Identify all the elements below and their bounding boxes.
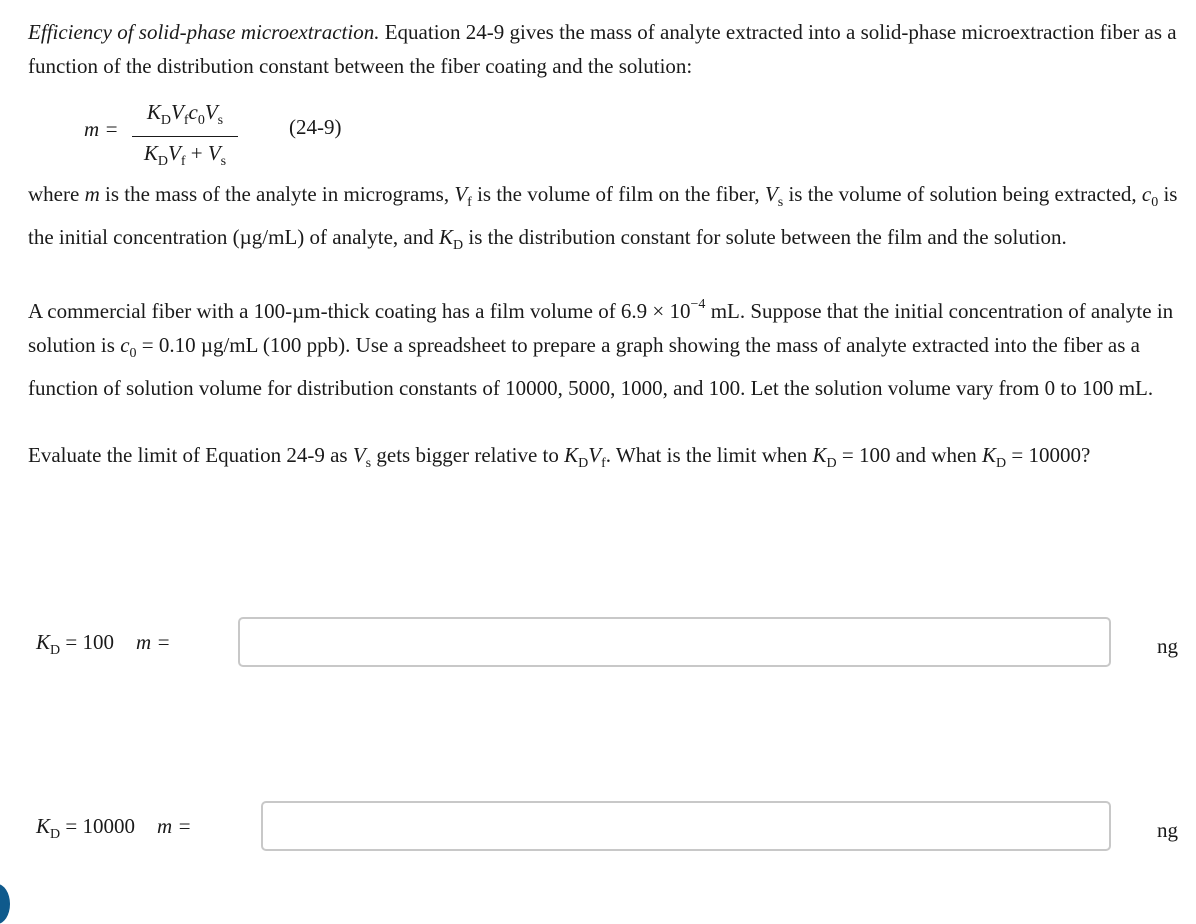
answer-row-kd-100 bbox=[0, 617, 1196, 671]
answer-row-kd-10000 bbox=[0, 801, 1196, 855]
equation-denominator: $K_DV_f + V_s$ bbox=[143, 141, 227, 170]
help-badge-icon[interactable] bbox=[0, 884, 10, 924]
equation-fraction bbox=[132, 98, 238, 176]
definitions-paragraph: where m is the mass of the analyte in micrograms, $V_f$ is the volume of film on the fiber, $V_s$ is the volume of solution being extracted, $c_0$ is the initial concentration (µg/mL) of analyte, and $K_D$ is the distribution constant for solute between the film and the solution. bbox=[28, 182, 1178, 254]
mass-input-kd-10000[interactable] bbox=[261, 801, 1111, 851]
equation-24-9 bbox=[84, 98, 384, 170]
answer-label-kd-10000: $K_D = 10000$ m = bbox=[36, 814, 192, 843]
unit-label-kd-100: ng bbox=[1157, 634, 1178, 658]
equation-lhs: m = bbox=[84, 117, 119, 141]
equation-number: (24-9) bbox=[289, 115, 342, 139]
answer-label-kd-100: $K_D = 100$ m = bbox=[36, 630, 171, 659]
limit-paragraph: Evaluate the limit of Equation 24-9 as $V_s$ gets bigger relative to $K_DV_f$. What is the limit when $K_D = 100$ and when $K_D = 10000$? bbox=[28, 443, 1091, 472]
fraction-bar bbox=[132, 136, 238, 137]
intro-paragraph bbox=[28, 15, 1183, 83]
mass-input-kd-100[interactable] bbox=[238, 617, 1111, 667]
unit-label-kd-10000: ng bbox=[1157, 818, 1178, 842]
fiber-paragraph: A commercial fiber with a 100-µm-thick coating has a film volume of $6.9 \times 10^{-4}$ mL. Suppose that the initial concentration of analyte in solution is $c_0 = 0.10$ µg/mL (100 ppb). Use a spreadsheet to prepare a graph showing the mass of analyte extracted into the fiber as a function of solution volume for distribution constants of 10000, 5000, 1000, and 100. Let the solution volume vary from 0 to 100 mL. bbox=[28, 297, 1174, 401]
equation-numerator: $K_DV_fc_0V_s$ bbox=[146, 100, 224, 129]
problem-title: Efficiency of solid-phase microextraction. bbox=[28, 20, 380, 44]
intro-text: Equation 24-9 gives the mass of analyte extracted into a solid-phase microextraction fiber as a function of the distribution constant between the fiber coating and the solution: bbox=[28, 20, 1177, 78]
